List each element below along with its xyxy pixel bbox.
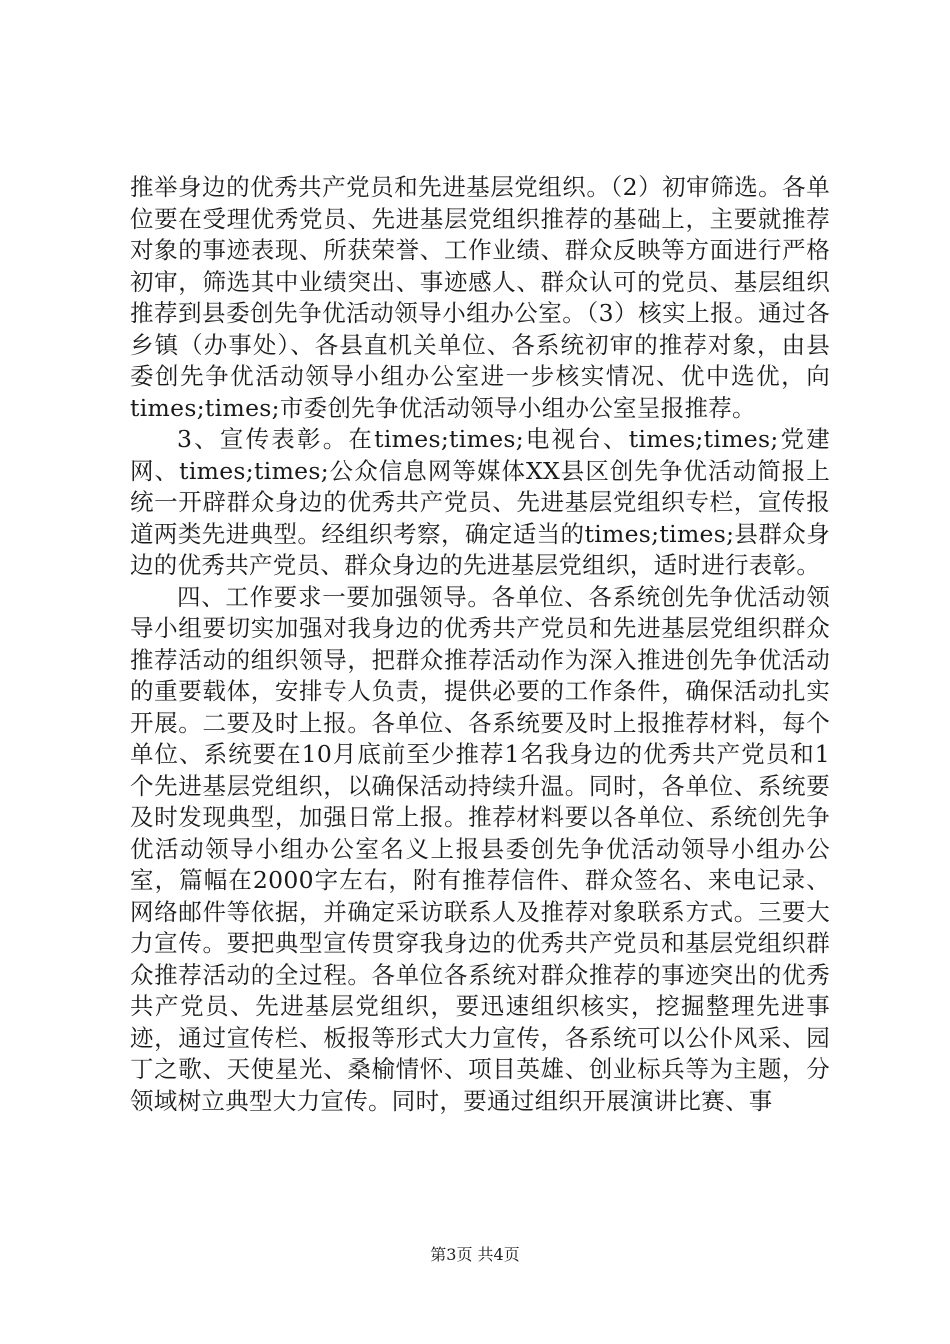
page-footer: 第3页 共4页 xyxy=(430,1245,520,1264)
document-body xyxy=(130,172,830,1117)
paragraph-1: 推举身边的优秀共产党员和先进基层党组织。（2）初审筛选。各单位要在受理优秀党员、先进基层党组织推荐的基础上，主要就推荐对象的事迹表现、所获荣誉、工作业绩、群众反映等方面进行严格初审，筛选其中业绩突出、事迹感人、群众认可的党员、基层组织推荐到县委创先争优活动领导小组办公室。（3）核实上报。通过各乡镇（办事处）、各县直机关单位、各系统初审的推荐对象，由县委创先争优活动领导小组办公室进一步核实情况、优中选优，向times;times;市委创先争优活动领导小组办公室呈报推荐。 xyxy=(130,173,830,422)
paragraph-3: 四、工作要求一要加强领导。各单位、各系统创先争优活动领导小组要切实加强对我身边的优秀共产党员和先进基层党组织群众推荐活动的组织领导，把群众推荐活动作为深入推进创先争优活动的重要载体，安排专人负责，提供必要的工作条件，确保活动扎实开展。二要及时上报。各单位、各系统要及时上报推荐材料，每个单位、系统要在10月底前至少推荐1名我身边的优秀共产党员和1个先进基层党组织，以确保活动持续升温。同时，各单位、系统要及时发现典型，加强日常上报。推荐材料要以各单位、系统创先争优活动领导小组办公室名义上报县委创先争优活动领导小组办公室，篇幅在2000字左右，附有推荐信件、群众签名、来电记录、网络邮件等依据，并确定采访联系人及推荐对象联系方式。三要大力宣传。要把典型宣传贯穿我身边的优秀共产党员和基层党组织群众推荐活动的全过程。各单位各系统对群众推荐的事迹突出的优秀共产党员、先进基层党组织，要迅速组织核实，挖掘整理先进事迹，通过宣传栏、板报等形式大力宣传，各系统可以公仆风采、园丁之歌、天使星光、桑榆情怀、项目英雄、创业标兵等为主题，分领域树立典型大力宣传。同时，要通过组织开展演讲比赛、事 xyxy=(130,582,830,1115)
paragraph-2: 3、宣传表彰。在times;times;电视台、times;times;党建网、times;times;公众信息网等媒体XX县区创先争优活动简报上统一开辟群众身边的优秀共产党员、先进基层党组织专栏，宣传报道两类先进典型。经组织考察，确定适当的times;times;县群众身边的优秀共产党员、群众身边的先进基层党组织，适时进行表彰。 xyxy=(130,425,830,579)
